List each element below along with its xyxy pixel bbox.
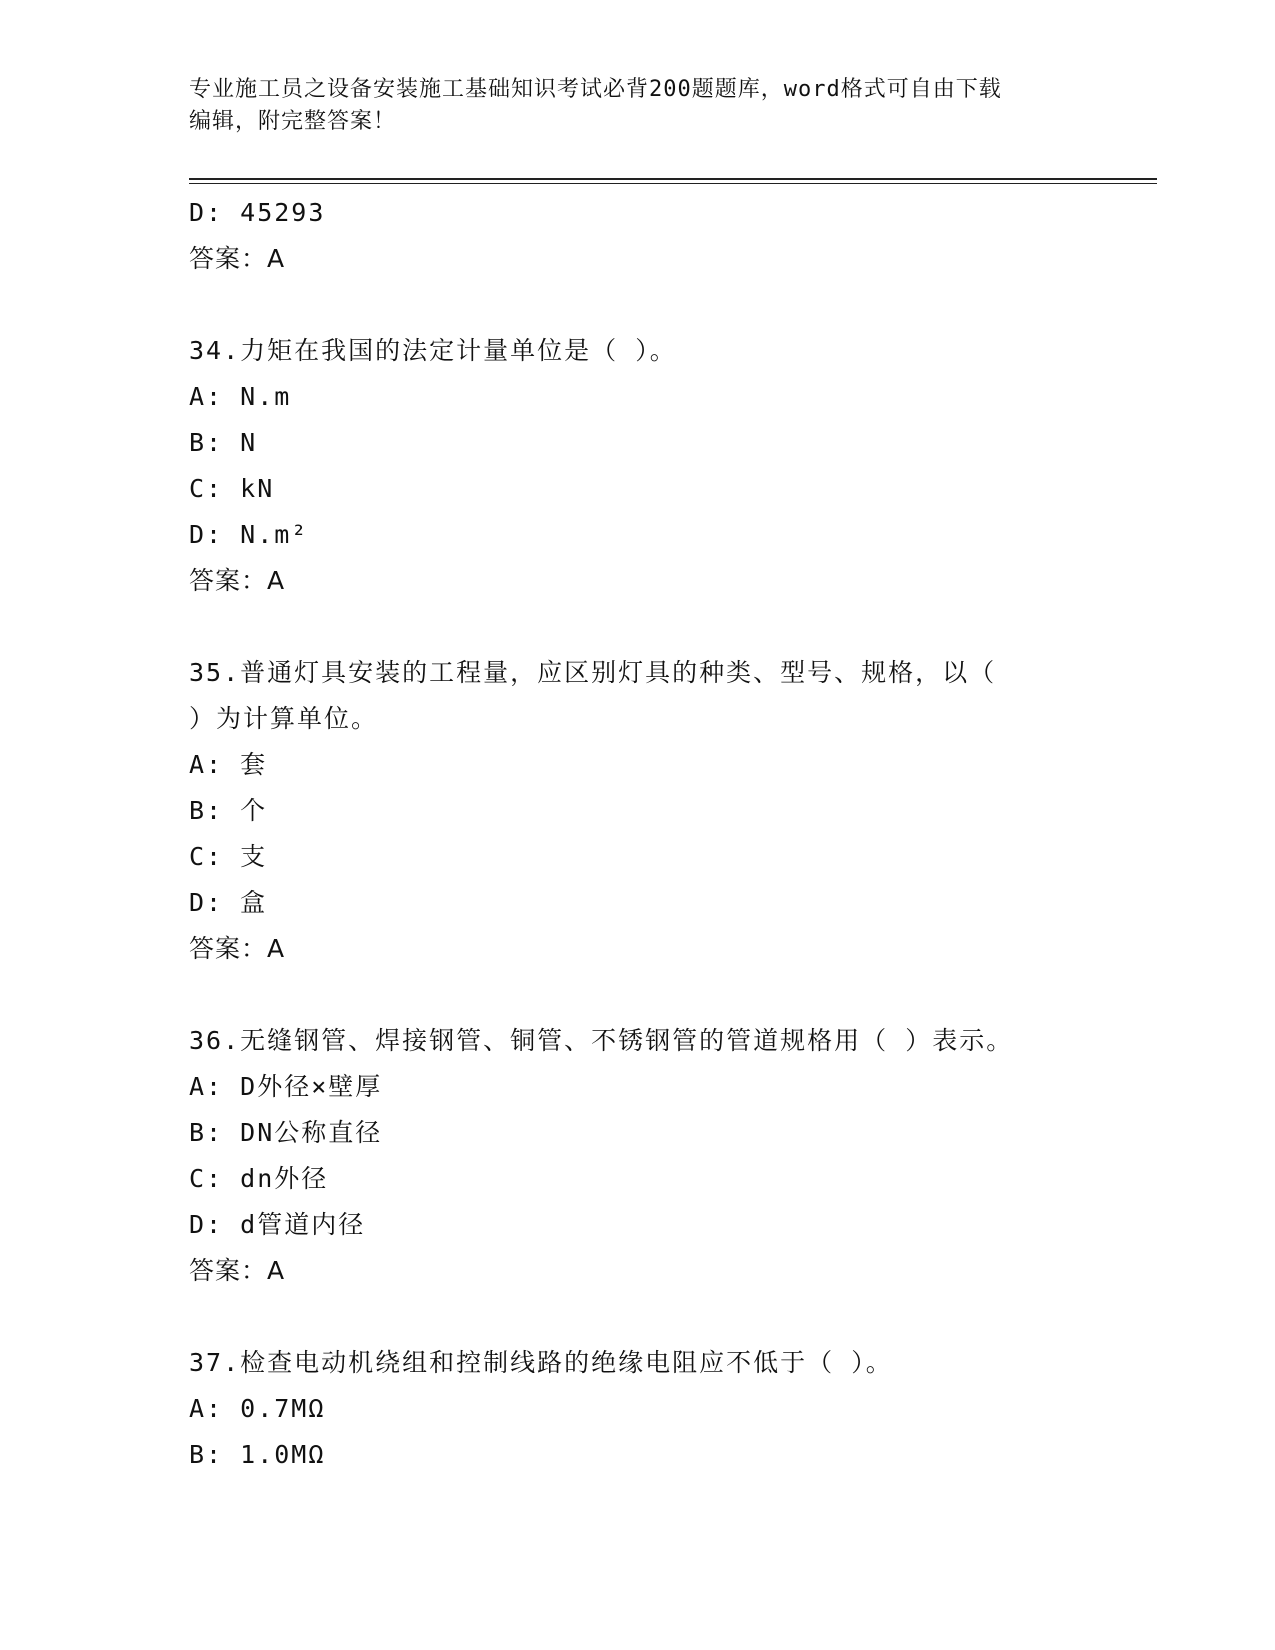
answer-line: 答案：A <box>189 244 286 273</box>
option-d: D: 45293 <box>189 198 326 227</box>
question-block-37 <box>189 1340 1089 1478</box>
question-stem: 37.检查电动机绕组和控制线路的绝缘电阻应不低于（ ）。 <box>189 1348 893 1377</box>
header-line-2: 编辑，附完整答案！ <box>189 109 397 134</box>
answer-line: 答案：A <box>189 1256 286 1285</box>
option-a: A: N.m <box>189 382 292 411</box>
option-d: D: d管道内径 <box>189 1210 366 1239</box>
question-block-35 <box>189 650 1089 972</box>
option-b: B: 1.0MΩ <box>189 1440 326 1469</box>
option-b: B: DN公称直径 <box>189 1118 383 1147</box>
document-header <box>189 74 1089 138</box>
header-divider-thick <box>189 178 1157 180</box>
option-a: A: 0.7MΩ <box>189 1394 326 1423</box>
question-block-33-tail <box>189 190 1089 282</box>
option-a: A: 套 <box>189 750 268 779</box>
header-line-1: 专业施工员之设备安装施工基础知识考试必背200题题库，word格式可自由下载 <box>189 77 1002 102</box>
answer-line: 答案：A <box>189 934 286 963</box>
option-c: C: dn外径 <box>189 1164 329 1193</box>
option-b: B: 个 <box>189 796 268 825</box>
question-stem: 36.无缝钢管、焊接钢管、铜管、不锈钢管的管道规格用（ ）表示。 <box>189 1026 1014 1055</box>
question-stem: 34.力矩在我国的法定计量单位是（ ）。 <box>189 336 677 365</box>
header-divider-thin <box>189 183 1157 184</box>
question-stem-line-1: 35.普通灯具安装的工程量，应区别灯具的种类、型号、规格，以（ <box>189 658 997 687</box>
option-c: C: 支 <box>189 842 268 871</box>
question-stem-line-2: ）为计算单位。 <box>189 704 379 733</box>
question-content <box>189 190 1089 1478</box>
question-block-36 <box>189 1018 1089 1294</box>
option-d: D: 盒 <box>189 888 268 917</box>
option-a: A: D外径×壁厚 <box>189 1072 383 1101</box>
option-c: C: kN <box>189 474 275 503</box>
option-d: D: N.m² <box>189 520 309 549</box>
option-b: B: N <box>189 428 258 457</box>
answer-line: 答案：A <box>189 566 286 595</box>
question-block-34 <box>189 328 1089 604</box>
